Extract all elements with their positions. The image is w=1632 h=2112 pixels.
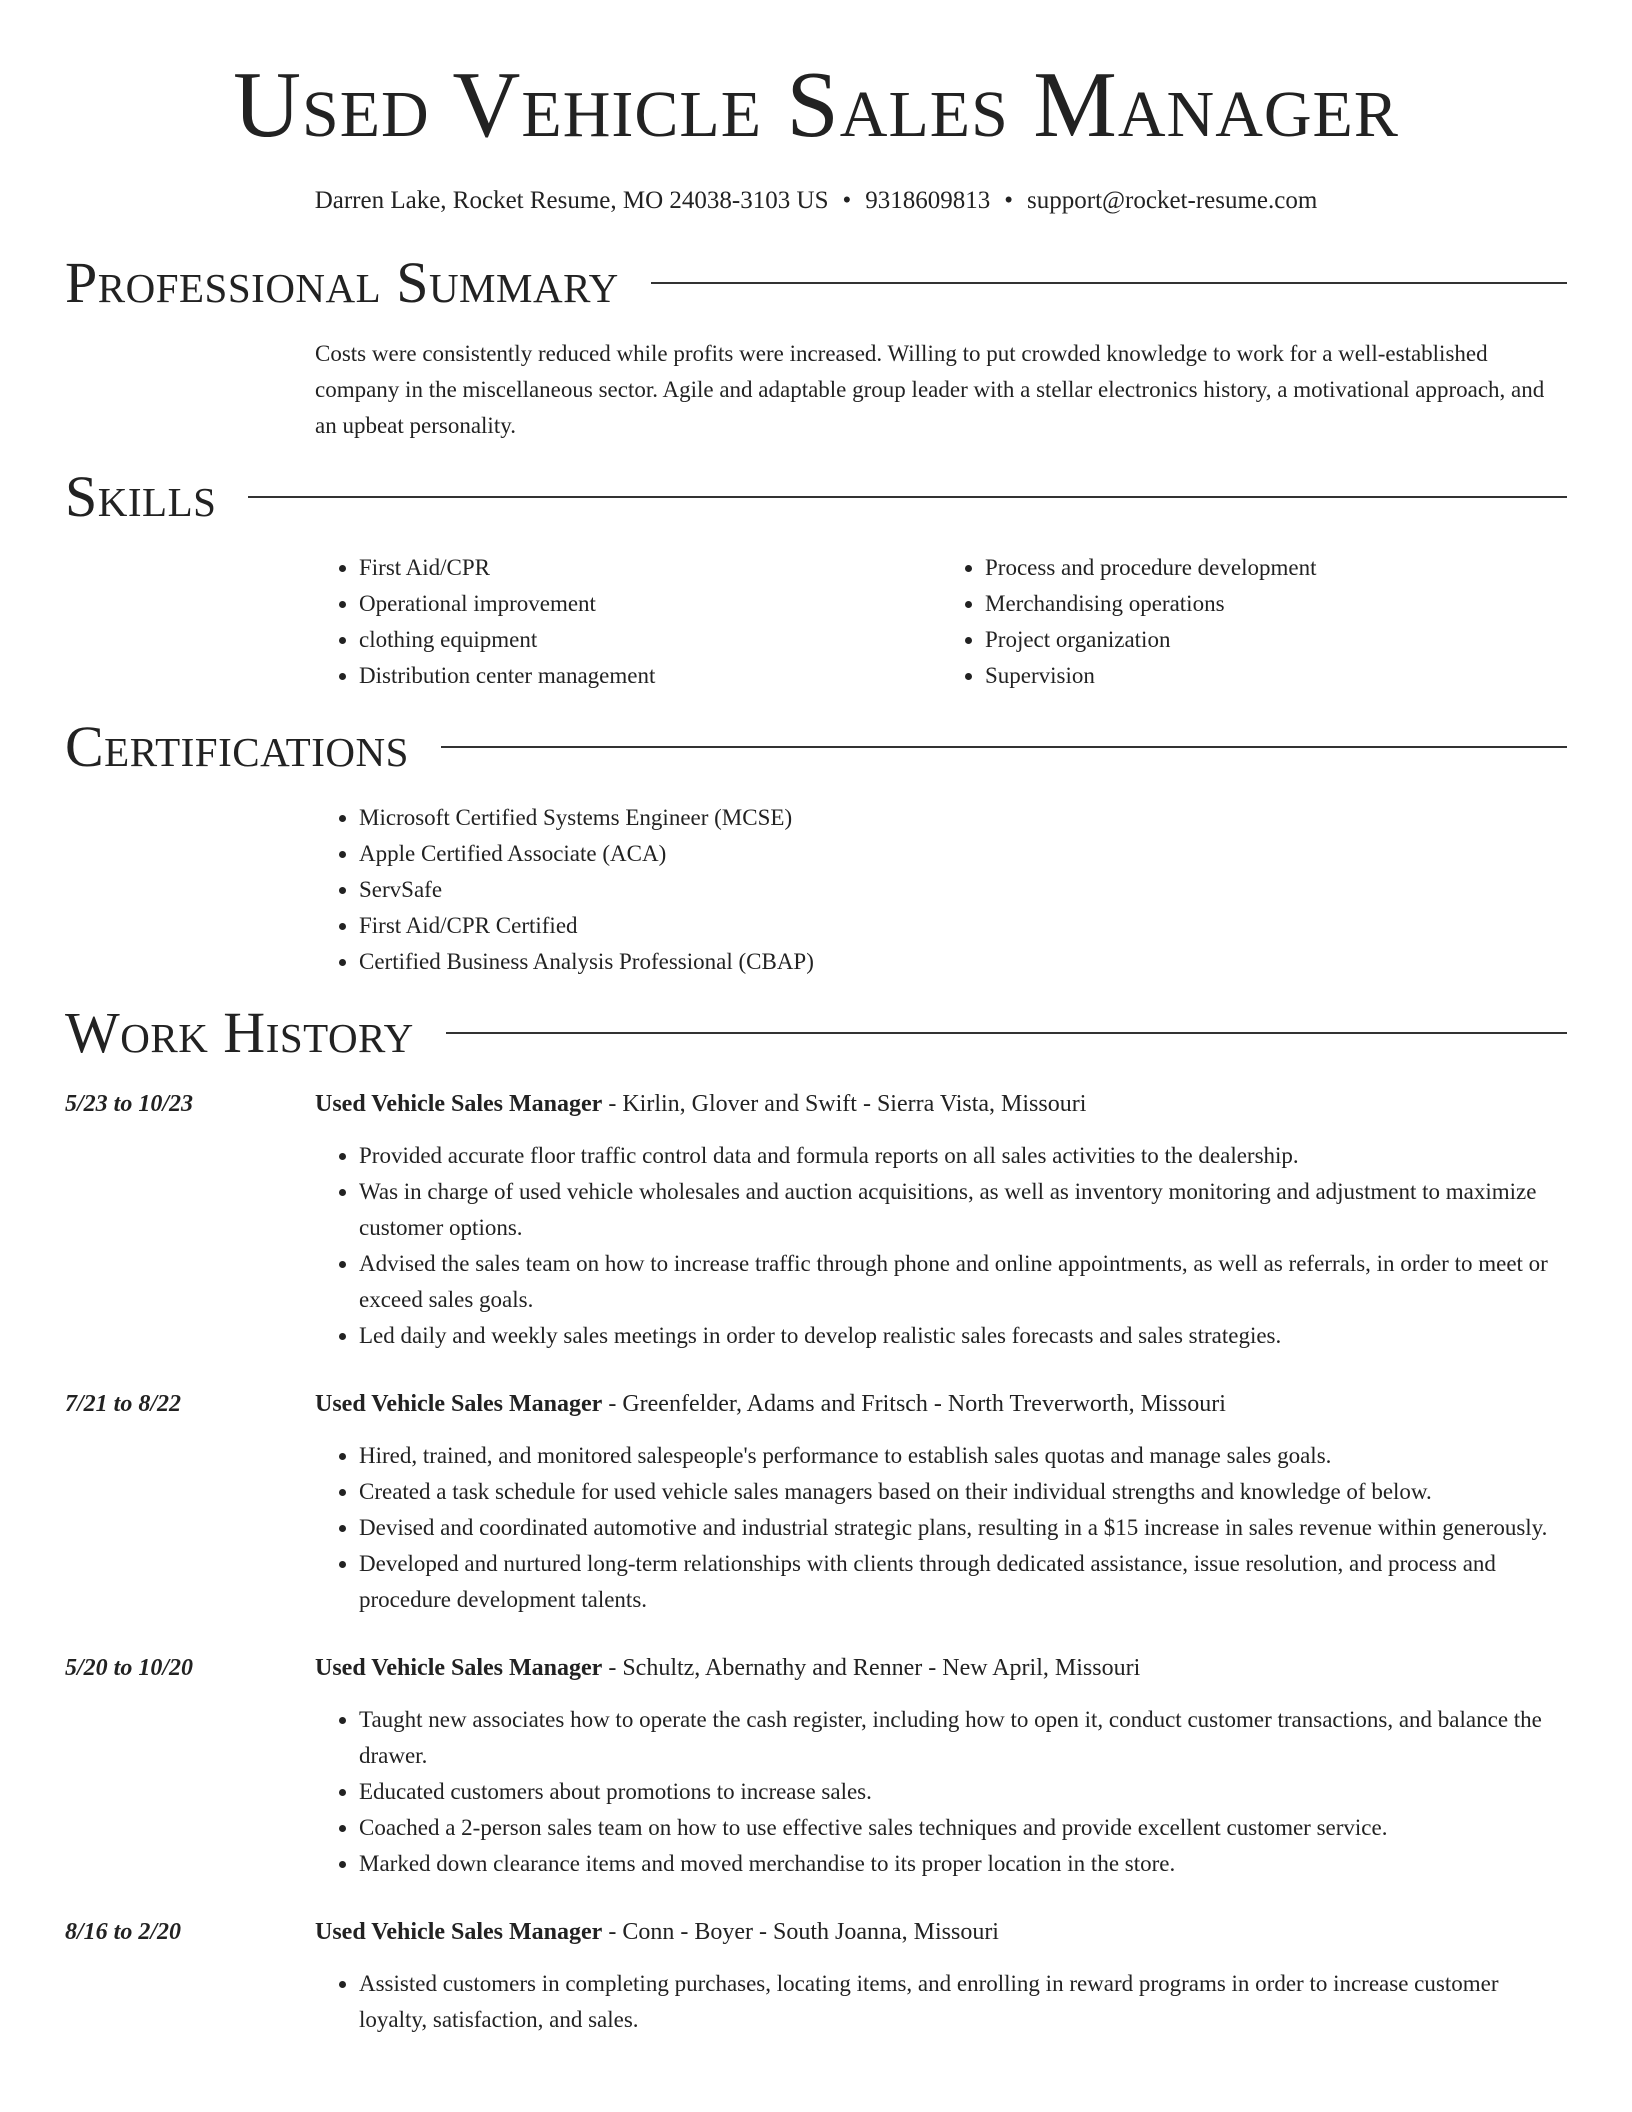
job-dates: 7/21 to 8/22 — [65, 1391, 182, 1417]
job-bullet: • Developed and nurtured long-term relationships with clients through dedicated assistance, issue resolution, and process and procedure development talents. — [359, 1546, 1567, 1618]
certification-item: • ServSafe — [359, 872, 1567, 908]
skill-item: • Process and procedure development — [985, 550, 1567, 586]
section-divider — [651, 282, 1567, 284]
job-entry — [65, 1914, 1567, 2038]
contact-phone: 9318609813 — [865, 187, 991, 214]
skill-item: • clothing equipment — [359, 622, 941, 658]
contact-line — [65, 186, 1567, 216]
section-divider — [248, 496, 1567, 498]
job-bullet: • Marked down clearance items and moved merchandise to its proper location in the store. — [359, 1846, 1567, 1882]
summary-heading: Professional Summary — [65, 250, 619, 315]
certification-item: • Apple Certified Associate (ACA) — [359, 836, 1567, 872]
contact-separator: • — [1004, 187, 1014, 214]
resume-title: Used Vehicle Sales Manager — [233, 53, 1399, 157]
job-bullet: • Hired, trained, and monitored salespeople's performance to establish sales quotas and manage sales goals. — [359, 1438, 1567, 1474]
skill-item: • First Aid/CPR — [359, 550, 941, 586]
section-divider — [446, 1032, 1567, 1034]
skills-column-right — [941, 550, 1567, 694]
contact-separator: • — [842, 187, 852, 214]
job-title: Used Vehicle Sales Manager — [315, 1655, 603, 1681]
certification-item: • First Aid/CPR Certified — [359, 908, 1567, 944]
job-bullets — [315, 1138, 1567, 1354]
work-history-heading: Work History — [65, 1000, 414, 1065]
job-employer: - Conn - Boyer - South Joanna, Missouri — [602, 1919, 999, 1945]
job-bullet: • Led daily and weekly sales meetings in order to develop realistic sales forecasts and sales strategies. — [359, 1318, 1567, 1354]
job-employer: - Greenfelder, Adams and Fritsch - North Treverworth, Missouri — [602, 1391, 1226, 1417]
job-bullet: • Created a task schedule for used vehicle sales managers based on their individual strengths and knowledge of below. — [359, 1474, 1567, 1510]
skill-item: • Distribution center management — [359, 658, 941, 694]
skills-column-left — [315, 550, 941, 694]
certifications-heading: Certifications — [65, 714, 409, 779]
skill-item: • Operational improvement — [359, 586, 941, 622]
contact-address: Darren Lake, Rocket Resume, MO 24038-3103 US — [314, 187, 829, 214]
job-title: Used Vehicle Sales Manager — [315, 1091, 603, 1117]
job-title: Used Vehicle Sales Manager — [315, 1919, 603, 1945]
certification-item: • Microsoft Certified Systems Engineer (MCSE) — [359, 800, 1567, 836]
job-bullet: • Provided accurate floor traffic control data and formula reports on all sales activities to the dealership. — [359, 1138, 1567, 1174]
skill-item: • Supervision — [985, 658, 1567, 694]
job-heading — [315, 1386, 1567, 1422]
job-dates: 5/20 to 10/20 — [65, 1655, 194, 1681]
job-bullet: • Was in charge of used vehicle wholesales and auction acquisitions, as well as inventory monitoring and adjustment to maximize customer options. — [359, 1174, 1567, 1246]
section-divider — [441, 746, 1567, 748]
job-heading — [315, 1914, 1567, 1950]
certifications-section-header — [65, 716, 1567, 778]
job-bullets — [315, 1438, 1567, 1618]
job-bullet: • Devised and coordinated automotive and industrial strategic plans, resulting in a $15 increase in sales revenue within generously. — [359, 1510, 1567, 1546]
skills-heading: Skills — [65, 464, 217, 529]
job-employer: - Schultz, Abernathy and Renner - New April, Missouri — [602, 1655, 1141, 1681]
summary-text: Costs were consistently reduced while profits were increased. Willing to put crowded knowledge to work for a well-established company in the miscellaneous sector. Agile and adaptable group leader with a stellar electronics history, a motivational approach, and an upbeat personality. — [315, 341, 1545, 438]
contact-email: support@rocket-resume.com — [1027, 187, 1318, 214]
certifications-list — [315, 800, 1567, 980]
job-employer: - Kirlin, Glover and Swift - Sierra Vista, Missouri — [602, 1091, 1087, 1117]
job-bullet: • Coached a 2-person sales team on how to use effective sales techniques and provide excellent customer service. — [359, 1810, 1567, 1846]
job-heading — [315, 1650, 1567, 1686]
job-bullet: • Educated customers about promotions to increase sales. — [359, 1774, 1567, 1810]
job-bullets — [315, 1702, 1567, 1882]
job-entry — [65, 1650, 1567, 1882]
job-dates: 5/23 to 10/23 — [65, 1091, 194, 1117]
job-dates: 8/16 to 2/20 — [65, 1919, 182, 1945]
job-entry — [65, 1386, 1567, 1618]
skills-section-header — [65, 466, 1567, 528]
skill-item: • Merchandising operations — [985, 586, 1567, 622]
summary-section-header — [65, 252, 1567, 314]
skills-list — [315, 550, 1567, 694]
certification-item: • Certified Business Analysis Professional (CBAP) — [359, 944, 1567, 980]
job-entry — [65, 1086, 1567, 1354]
skill-item: • Project organization — [985, 622, 1567, 658]
job-bullet: • Taught new associates how to operate the cash register, including how to open it, conduct customer transactions, and balance the drawer. — [359, 1702, 1567, 1774]
job-heading — [315, 1086, 1567, 1122]
job-bullets — [315, 1966, 1567, 2038]
job-bullet: • Assisted customers in completing purchases, locating items, and enrolling in reward programs in order to increase customer loyalty, satisfaction, and sales. — [359, 1966, 1567, 2038]
job-bullet: • Advised the sales team on how to increase traffic through phone and online appointments, as well as referrals, in order to meet or exceed sales goals. — [359, 1246, 1567, 1318]
work-history-section-header — [65, 1002, 1567, 1064]
job-title: Used Vehicle Sales Manager — [315, 1391, 603, 1417]
